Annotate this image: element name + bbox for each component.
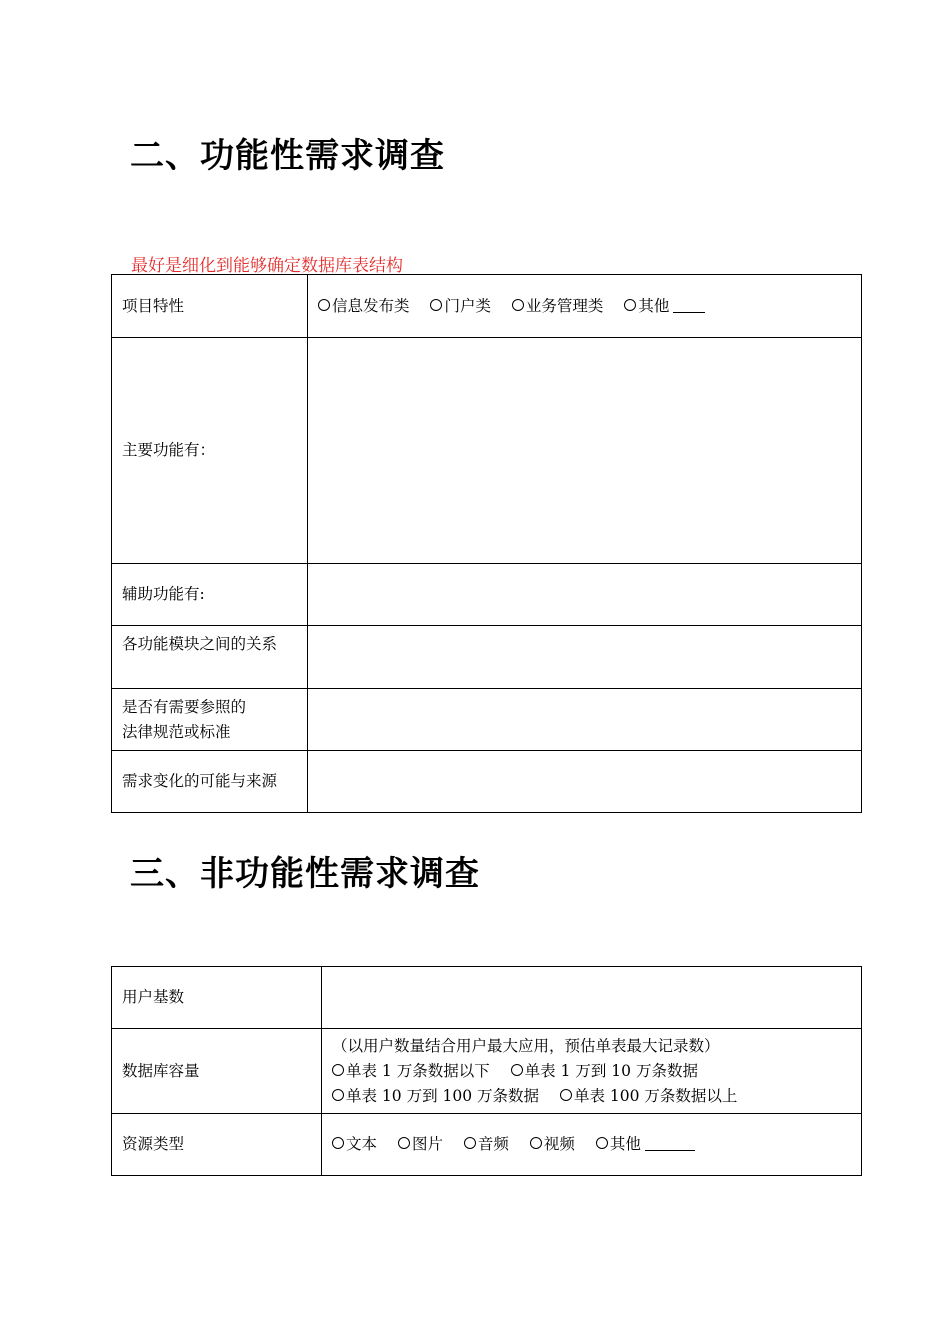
aux-functions-field[interactable] — [308, 564, 862, 626]
module-relations-field[interactable] — [308, 626, 862, 689]
radio-option-info-publish[interactable]: 信息发布类 — [318, 294, 410, 319]
main-functions-label: 主要功能有： — [112, 338, 308, 564]
radio-circle-icon — [624, 299, 636, 311]
table-row — [112, 751, 862, 813]
project-type-label: 项目特性 — [112, 275, 308, 338]
section-2-heading: 二、功能性需求调查 — [130, 136, 445, 176]
radio-circle-icon — [332, 1137, 344, 1149]
module-relations-label: 各功能模块之间的关系 — [112, 626, 308, 689]
radio-option-over-1m[interactable]: 单表 100 万条数据以上 — [560, 1084, 737, 1109]
table-row — [112, 1114, 862, 1176]
radio-option-audio[interactable]: 音频 — [464, 1132, 509, 1157]
radio-circle-icon — [464, 1137, 476, 1149]
table-row — [112, 626, 862, 689]
project-type-options — [308, 275, 862, 338]
radio-circle-icon — [511, 1064, 523, 1076]
requirement-change-label: 需求变化的可能与来源 — [112, 751, 308, 813]
db-capacity-hint: （以用户数量结合用户最大应用，预估单表最大记录数） — [332, 1036, 720, 1055]
radio-option-business-mgmt[interactable]: 业务管理类 — [512, 294, 604, 319]
other-blank-field[interactable] — [645, 1136, 695, 1151]
db-capacity-options — [322, 1029, 862, 1114]
table-row — [112, 689, 862, 751]
table-row — [112, 967, 862, 1029]
table-row — [112, 275, 862, 338]
radio-circle-icon — [596, 1137, 608, 1149]
section-3-heading: 三、非功能性需求调查 — [130, 854, 480, 894]
radio-option-text[interactable]: 文本 — [332, 1132, 377, 1157]
user-base-field[interactable] — [322, 967, 862, 1029]
table-row — [112, 564, 862, 626]
resource-type-options — [322, 1114, 862, 1176]
radio-option-100k-1m[interactable]: 单表 10 万到 100 万条数据 — [332, 1084, 539, 1109]
radio-option-other[interactable]: 其他 — [596, 1132, 695, 1157]
radio-circle-icon — [398, 1137, 410, 1149]
resource-type-label: 资源类型 — [112, 1114, 322, 1176]
table-row — [112, 1029, 862, 1114]
radio-circle-icon — [318, 299, 330, 311]
main-functions-field[interactable] — [308, 338, 862, 564]
db-capacity-label: 数据库容量 — [112, 1029, 322, 1114]
regulations-field[interactable] — [308, 689, 862, 751]
radio-option-10k-100k[interactable]: 单表 1 万到 10 万条数据 — [511, 1059, 698, 1084]
aux-functions-label: 辅助功能有: — [112, 564, 308, 626]
radio-option-portal[interactable]: 门户类 — [430, 294, 491, 319]
regulations-label: 是否有需要参照的 法律规范或标准 — [112, 689, 308, 751]
other-blank-field[interactable] — [673, 298, 705, 313]
radio-option-under-10k[interactable]: 单表 1 万条数据以下 — [332, 1059, 490, 1084]
table-row — [112, 338, 862, 564]
radio-circle-icon — [332, 1064, 344, 1076]
radio-option-image[interactable]: 图片 — [398, 1132, 443, 1157]
user-base-label: 用户基数 — [112, 967, 322, 1029]
radio-circle-icon — [430, 299, 442, 311]
radio-circle-icon — [332, 1089, 344, 1101]
functional-requirements-table — [111, 274, 862, 813]
section-2-note: 最好是细化到能够确定数据库表结构 — [131, 256, 403, 276]
radio-circle-icon — [530, 1137, 542, 1149]
radio-option-video[interactable]: 视频 — [530, 1132, 575, 1157]
requirement-change-field[interactable] — [308, 751, 862, 813]
radio-circle-icon — [560, 1089, 572, 1101]
radio-option-other[interactable]: 其他 — [624, 294, 705, 319]
non-functional-requirements-table — [111, 966, 862, 1176]
radio-circle-icon — [512, 299, 524, 311]
